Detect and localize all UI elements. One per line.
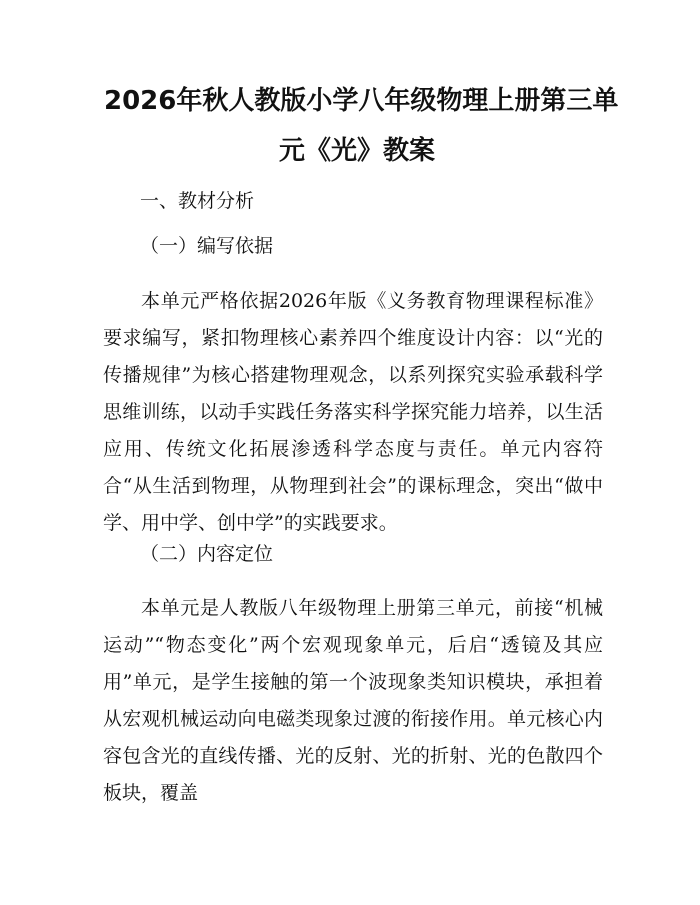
document-title-line-2: 元《光》教案 bbox=[279, 136, 436, 166]
subsection-heading-content-positioning: （二）内容定位 bbox=[140, 543, 274, 565]
paragraph-content-positioning: 本单元是人教版八年级物理上册第三单元，前接“机械运动”“物态变化”两个宏观现象单元，后启“透镜及其应用”单元，是学生接触的第一个波现象类知识模块，承担着从宏观机械运动向电磁类现象过渡的衔接作用。单元核心内容包含光的直线传播、光的反射、光的折射、光的色散四个板块，覆盖 bbox=[103, 597, 603, 804]
document-title-line-1: 2026年秋人教版小学八年级物理上册第三单 bbox=[104, 86, 619, 116]
paragraph-writing-basis: 本单元严格依据2026年版《义务教育物理课程标准》要求编写，紧扣物理核心素养四个维度设计内容：以“光的传播规律”为核心搭建物理观念，以系列探究实验承载科学思维训练，以动手实践任务落实科学探究能力培养，以生活应用、传统文化拓展渗透科学态度与责任。单元内容符合“从生活到物理，从物理到社会”的课标理念，突出“做中学、用中学、创中学”的实践要求。 bbox=[103, 290, 603, 534]
section-heading-teaching-material-analysis: 一、教材分析 bbox=[140, 190, 255, 212]
subsection-heading-writing-basis: （一）编写依据 bbox=[140, 235, 274, 257]
